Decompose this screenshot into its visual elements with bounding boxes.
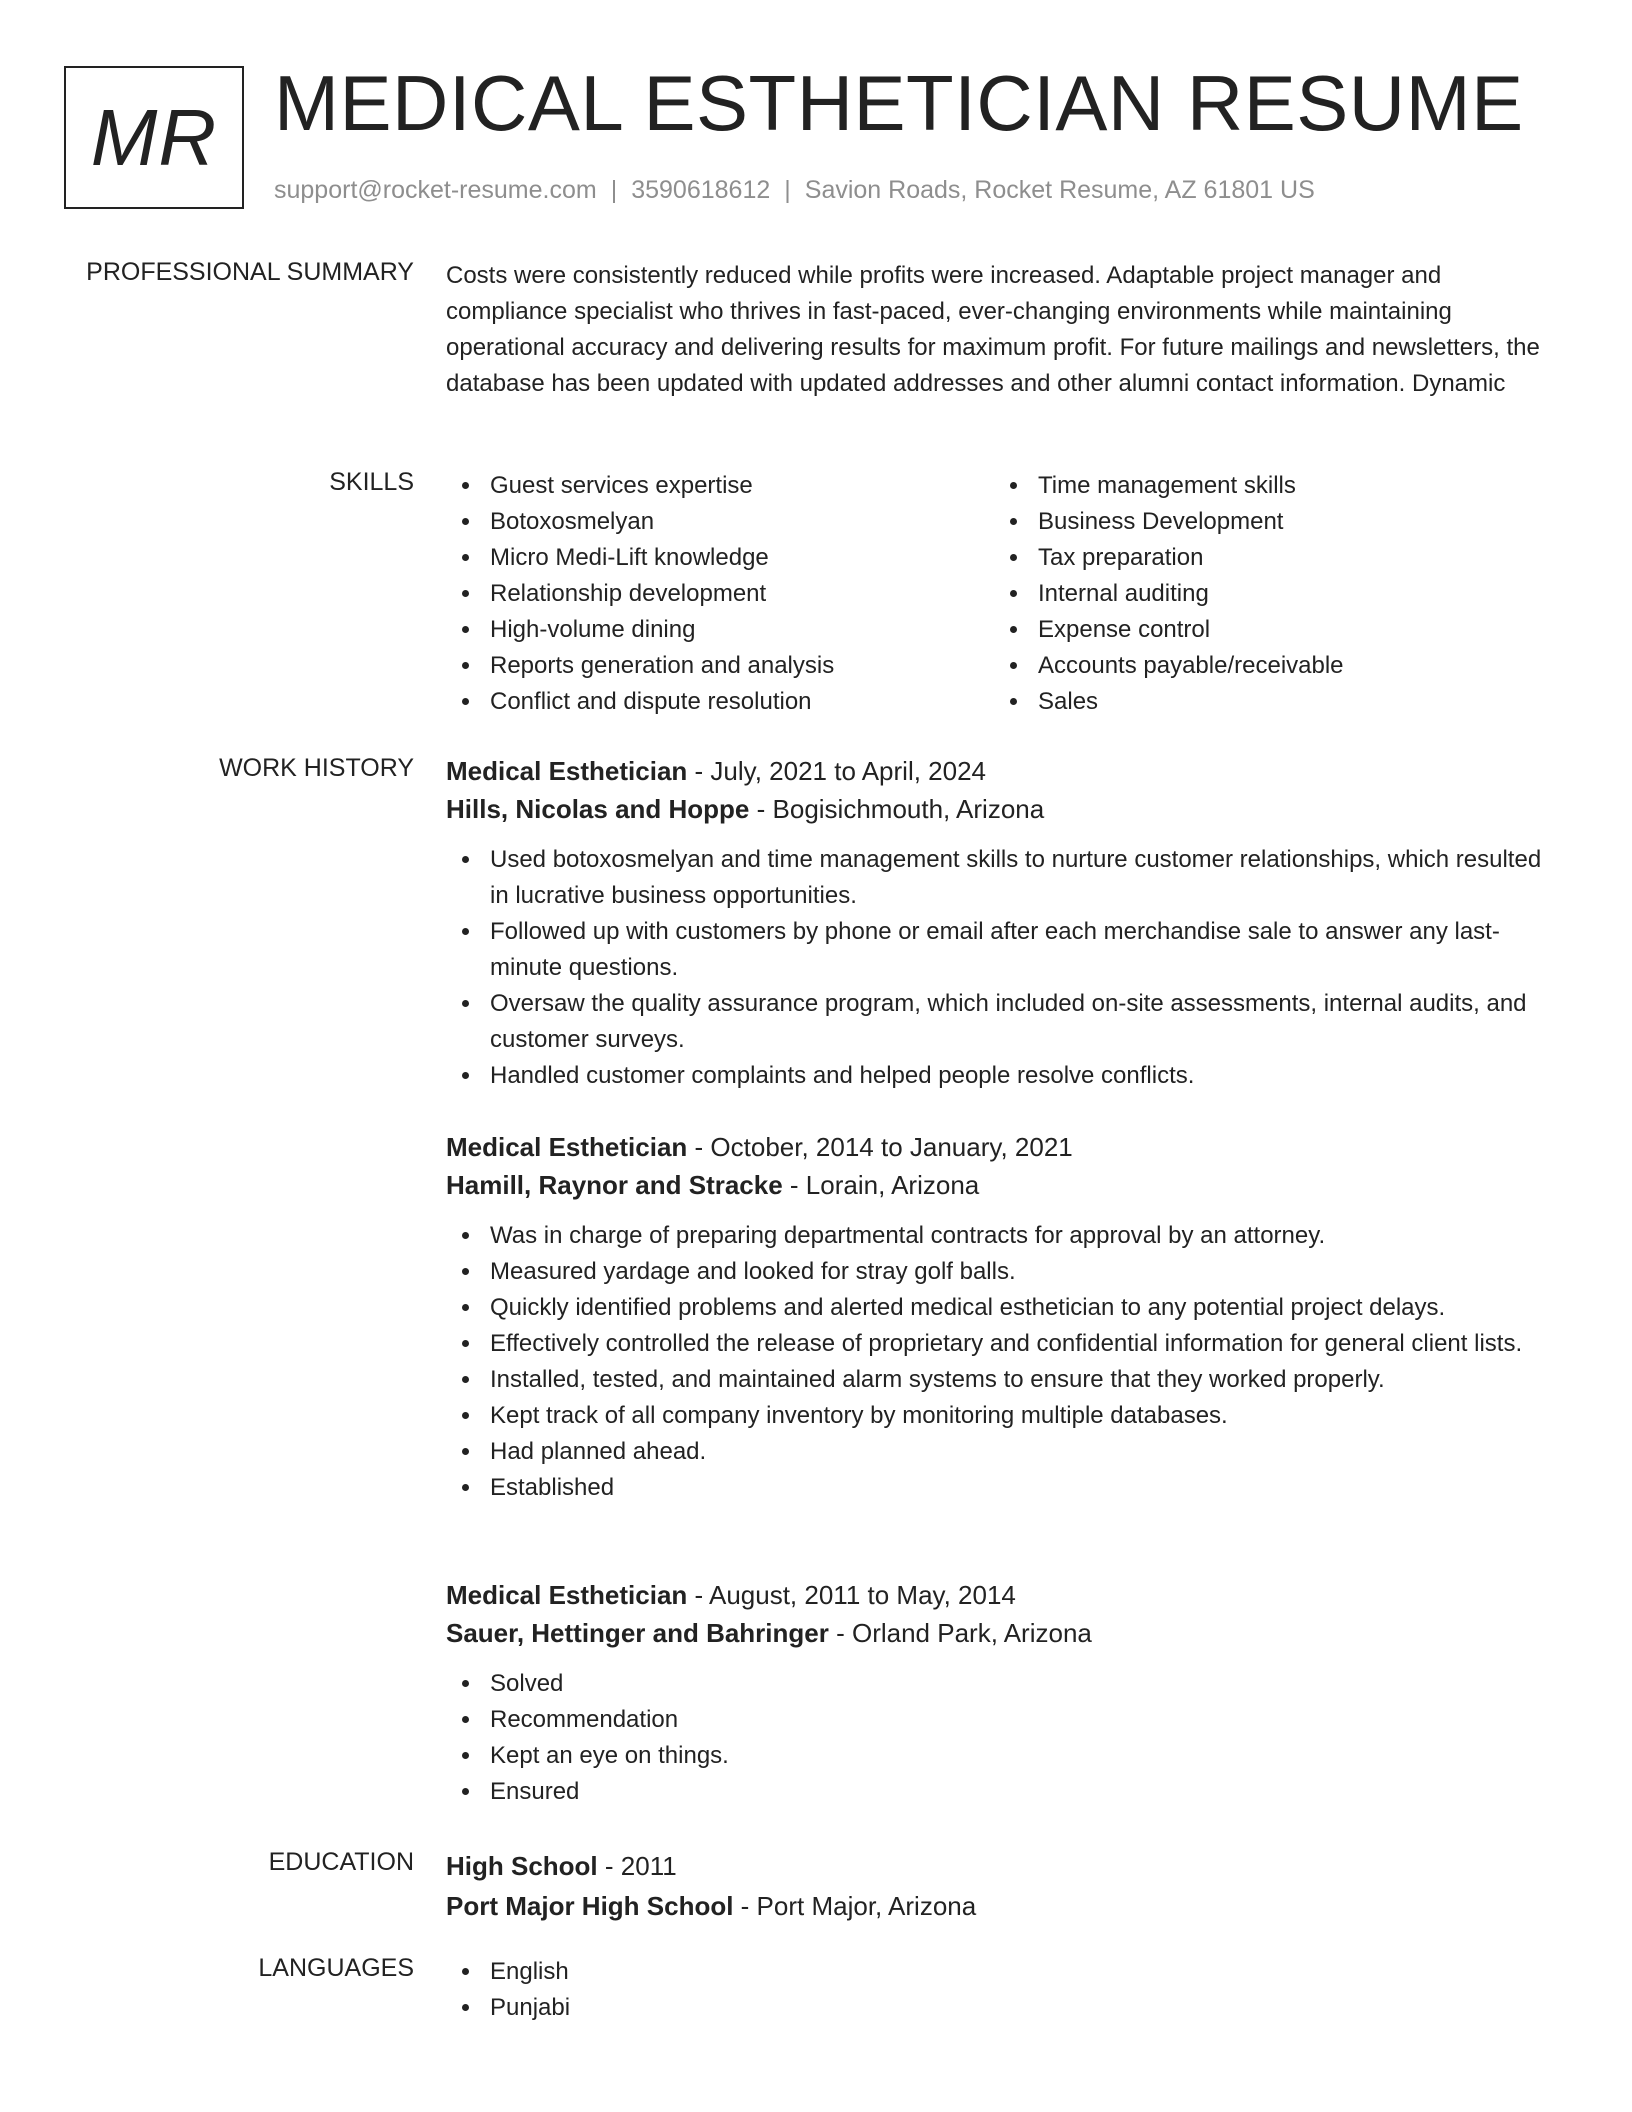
education-degree: High School [446,1851,598,1881]
languages-heading: LANGUAGES [258,1954,414,1982]
education-school: Port Major High School [446,1891,734,1921]
job-company-line [446,1166,1566,1204]
education-school-line [446,1886,1566,1926]
job-entry [446,752,1566,1094]
job-duties [446,842,1566,1094]
resume-title: MEDICAL ESTHETICIAN RESUME [274,59,1524,147]
skills-list-left [446,468,994,720]
job-duty: Established [446,1470,1566,1506]
skill-item: Internal auditing [994,576,1542,612]
work-history-heading: WORK HISTORY [219,754,414,782]
summary-heading: PROFESSIONAL SUMMARY [86,258,414,286]
job-duty: Solved [446,1666,1566,1702]
job-location: - Bogisichmouth, Arizona [749,794,1045,824]
job-entry [446,1576,1566,1810]
job-location: - Lorain, Arizona [782,1170,980,1200]
job-duty: Installed, tested, and maintained alarm systems to ensure that they worked properly. [446,1362,1566,1398]
contact-email: support@rocket-resume.com [274,176,597,204]
job-title-line [446,752,1566,790]
skill-item: Accounts payable/receivable [994,648,1542,684]
job-duty: Measured yardage and looked for stray golf balls. [446,1254,1566,1290]
job-title-line [446,1576,1566,1614]
skill-item: Micro Medi-Lift knowledge [446,540,994,576]
language-item: English [446,1954,1566,1990]
job-company: Sauer, Hettinger and Bahringer [446,1618,829,1648]
education-year: - 2011 [597,1851,677,1881]
job-duty: Had planned ahead. [446,1434,1566,1470]
languages-list [446,1954,1566,2026]
contact-line [274,176,1315,205]
summary-text: Costs were consistently reduced while profits were increased. Adaptable project manager and compliance specialist who thrives in fast-paced, ever-changing environments while maintaining operational accuracy and delivering results for maximum profit. For future mailings and newsletters, the database has been updated with updated addresses and other alumni contact information. Dynamic [446,262,1540,397]
job-duty: Followed up with customers by phone or email after each merchandise sale to answer any last-minute questions. [446,914,1566,986]
job-duty: Effectively controlled the release of proprietary and confidential information for general client lists. [446,1326,1566,1362]
skill-item: Conflict and dispute resolution [446,684,994,720]
job-company-line [446,790,1566,828]
job-duty: Kept track of all company inventory by monitoring multiple databases. [446,1398,1566,1434]
job-location: - Orland Park, Arizona [828,1618,1092,1648]
education-heading: EDUCATION [268,1848,414,1876]
skill-item: Tax preparation [994,540,1542,576]
job-duty: Handled customer complaints and helped people resolve conflicts. [446,1058,1566,1094]
job-company: Hamill, Raynor and Stracke [446,1170,783,1200]
skill-item: Sales [994,684,1542,720]
job-duty: Kept an eye on things. [446,1738,1566,1774]
job-dates: - July, 2021 to April, 2024 [687,756,987,786]
contact-separator: | [610,176,618,204]
skill-item: Business Development [994,504,1542,540]
skill-item: Relationship development [446,576,994,612]
monogram-box [64,66,244,209]
skill-item: Botoxosmelyan [446,504,994,540]
contact-separator: | [784,176,791,204]
job-company: Hills, Nicolas and Hoppe [446,794,750,824]
job-duty: Oversaw the quality assurance program, which included on-site assessments, internal audits, and customer surveys. [446,986,1566,1058]
job-duty: Was in charge of preparing departmental contracts for approval by an attorney. [446,1218,1566,1254]
skill-item: Guest services expertise [446,468,994,504]
education-degree-line [446,1846,1566,1886]
education-location: - Port Major, Arizona [733,1891,977,1921]
skills-list-right [994,468,1542,720]
skills-heading: SKILLS [329,468,414,496]
job-duty: Quickly identified problems and alerted medical esthetician to any potential project delays. [446,1290,1566,1326]
job-duty: Used botoxosmelyan and time management skills to nurture customer relationships, which resulted in lucrative business opportunities. [446,842,1566,914]
job-duties [446,1218,1566,1506]
skill-item: Time management skills [994,468,1542,504]
skill-item: Reports generation and analysis [446,648,994,684]
job-duty: Ensured [446,1774,1566,1810]
job-entry [446,1128,1566,1506]
monogram-initials: MR [90,92,218,182]
job-dates: - October, 2014 to January, 2021 [687,1132,1073,1162]
skill-item: Expense control [994,612,1542,648]
skill-item: High-volume dining [446,612,994,648]
job-title: Medical Esthetician [446,756,688,786]
job-duty: Recommendation [446,1702,1566,1738]
job-dates: - August, 2011 to May, 2014 [687,1580,1016,1610]
job-title: Medical Esthetician [446,1580,688,1610]
contact-phone: 3590618612 [631,176,771,204]
contact-address: Savion Roads, Rocket Resume, AZ 61801 US [804,176,1315,204]
job-title: Medical Esthetician [446,1132,688,1162]
job-company-line [446,1614,1566,1652]
job-duties [446,1666,1566,1810]
job-title-line [446,1128,1566,1166]
language-item: Punjabi [446,1990,1566,2026]
